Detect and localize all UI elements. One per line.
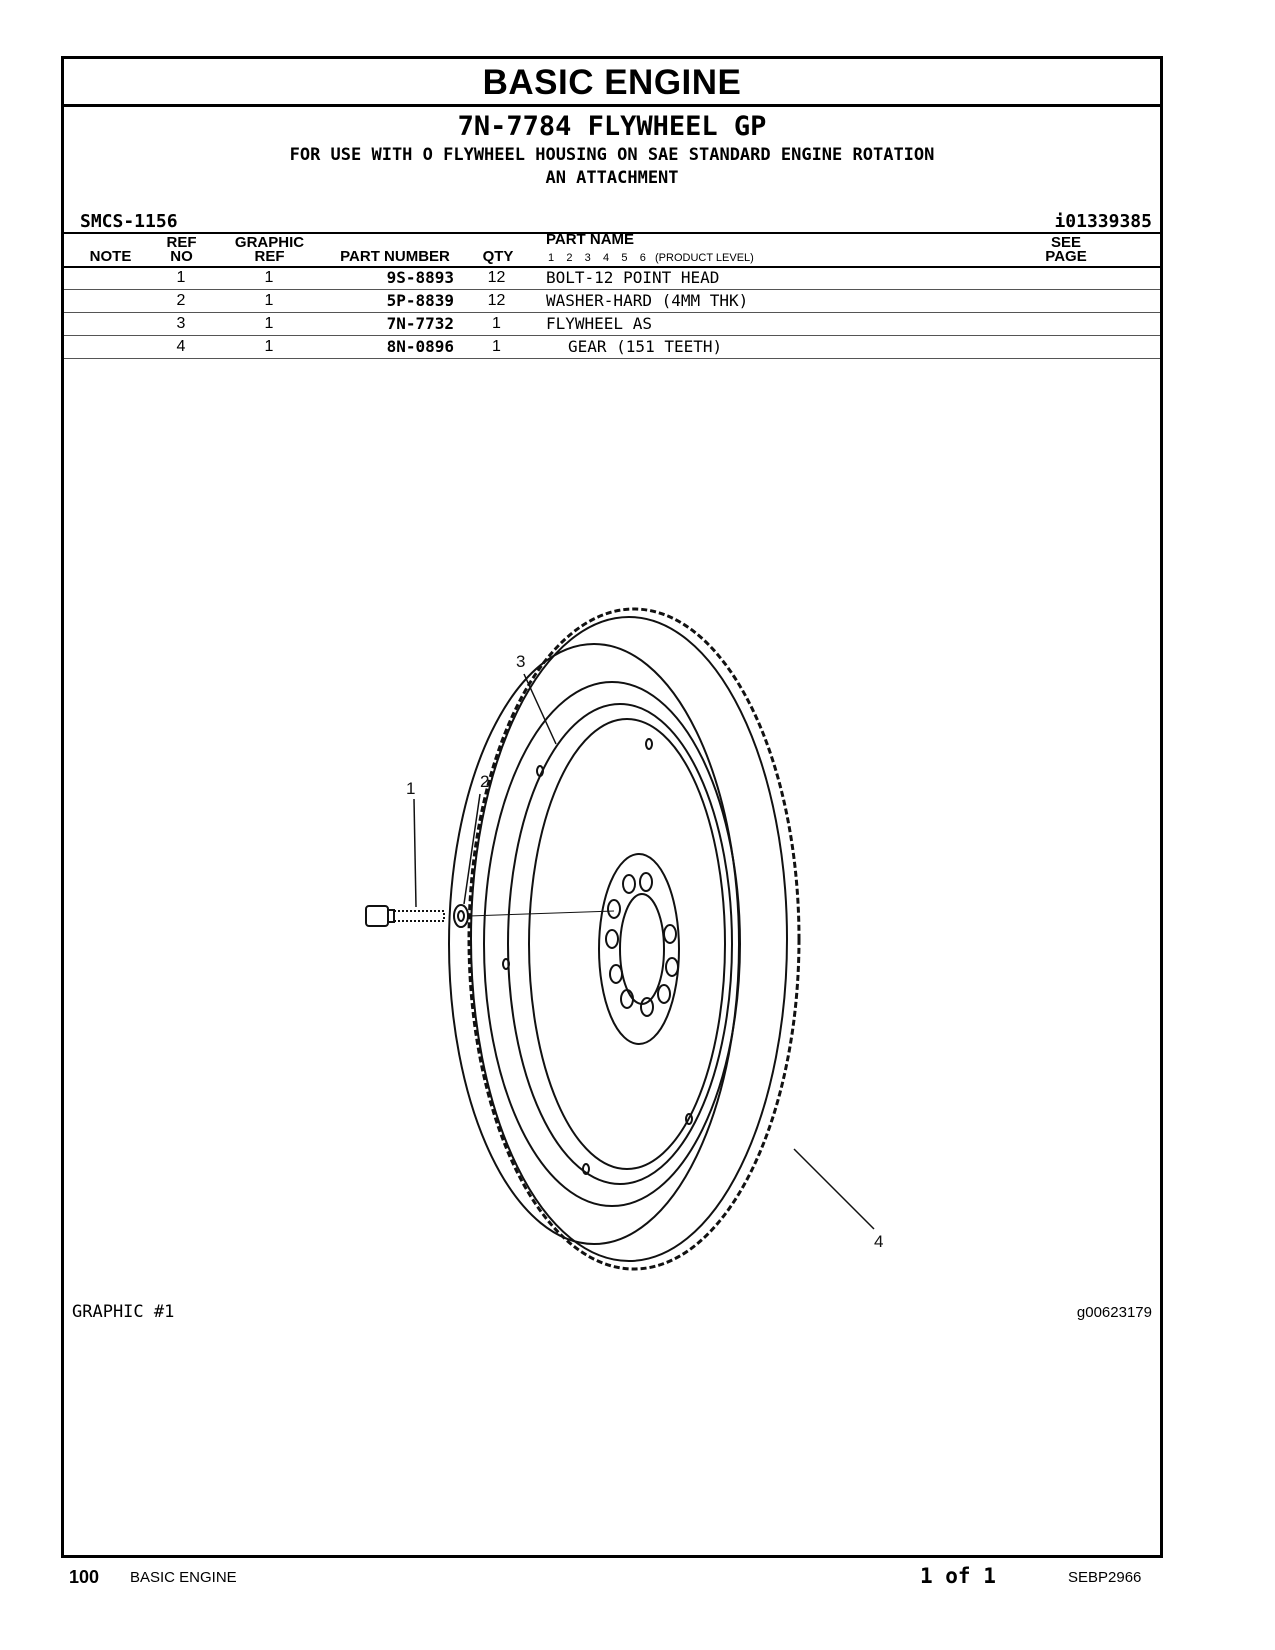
ref-no: 3: [176, 315, 186, 332]
footer-page-number: 100: [69, 1567, 100, 1587]
table-header: [64, 231, 1160, 268]
page-frame: [61, 56, 1163, 1558]
header-ref-no: NO: [170, 248, 193, 265]
header-graphic-ref: REF: [254, 248, 285, 265]
part-number: 5P-8839: [386, 291, 454, 310]
graphic-ref: 1: [264, 315, 274, 332]
footer-page-count: 1 of 1: [920, 1564, 996, 1588]
table-row: [64, 336, 1160, 359]
document-id: i01339385: [1054, 211, 1152, 232]
group-title: 7N-7784 FLYWHEEL GP: [457, 111, 767, 142]
callout-1: 1: [406, 779, 416, 798]
header-part-name: PART NAME: [546, 231, 635, 248]
ref-no: 2: [176, 292, 186, 309]
ref-no: 1: [176, 269, 186, 286]
part-name: BOLT-12 POINT HEAD: [546, 268, 720, 287]
part-name: GEAR (151 TEETH): [568, 337, 723, 356]
graphic-id: g00623179: [1076, 1304, 1152, 1321]
part-number: 7N-7732: [386, 314, 454, 333]
smcs-code: SMCS-1156: [80, 211, 178, 232]
graphic-ref: 1: [264, 269, 274, 286]
header-product-level: 1 2 3 4 5 6 (PRODUCT LEVEL): [548, 252, 754, 264]
qty: 12: [487, 269, 506, 286]
graphic-label: GRAPHIC #1: [72, 1302, 175, 1322]
graphic-ref: 1: [264, 338, 274, 355]
qty: 1: [492, 315, 501, 332]
table-row: [64, 313, 1160, 336]
part-name: FLYWHEEL AS: [546, 314, 652, 333]
subtitle-line-1: FOR USE WITH O FLYWHEEL HOUSING ON SAE STANDARD ENGINE ROTATION: [289, 145, 935, 165]
ref-no: 4: [176, 338, 186, 355]
qty: 12: [487, 292, 506, 309]
flywheel-exploded-drawing: [294, 589, 934, 1289]
section-title: BASIC ENGINE: [64, 59, 1160, 107]
subtitle-line-2: AN ATTACHMENT: [545, 168, 679, 188]
graphic-ref: 1: [264, 292, 274, 309]
part-name: WASHER-HARD (4MM THK): [546, 291, 749, 310]
table-row: [64, 267, 1160, 290]
footer-publication: SEBP2966: [1068, 1569, 1142, 1586]
callout-2: 2: [480, 772, 490, 791]
header-graphic: GRAPHIC: [234, 234, 305, 251]
header-see-page: PAGE: [1045, 248, 1087, 265]
header-ref: REF: [166, 234, 197, 251]
header-qty: QTY: [482, 248, 514, 265]
qty: 1: [492, 338, 501, 355]
footer-section: BASIC ENGINE: [130, 1569, 237, 1586]
callout-4: 4: [874, 1232, 884, 1251]
header-part-number: PART NUMBER: [340, 248, 450, 265]
part-number: 8N-0896: [386, 337, 454, 356]
header-note: NOTE: [89, 248, 132, 265]
header-see: SEE: [1050, 234, 1081, 251]
callout-3: 3: [516, 652, 526, 671]
part-number: 9S-8893: [386, 268, 454, 287]
table-row: [64, 290, 1160, 313]
